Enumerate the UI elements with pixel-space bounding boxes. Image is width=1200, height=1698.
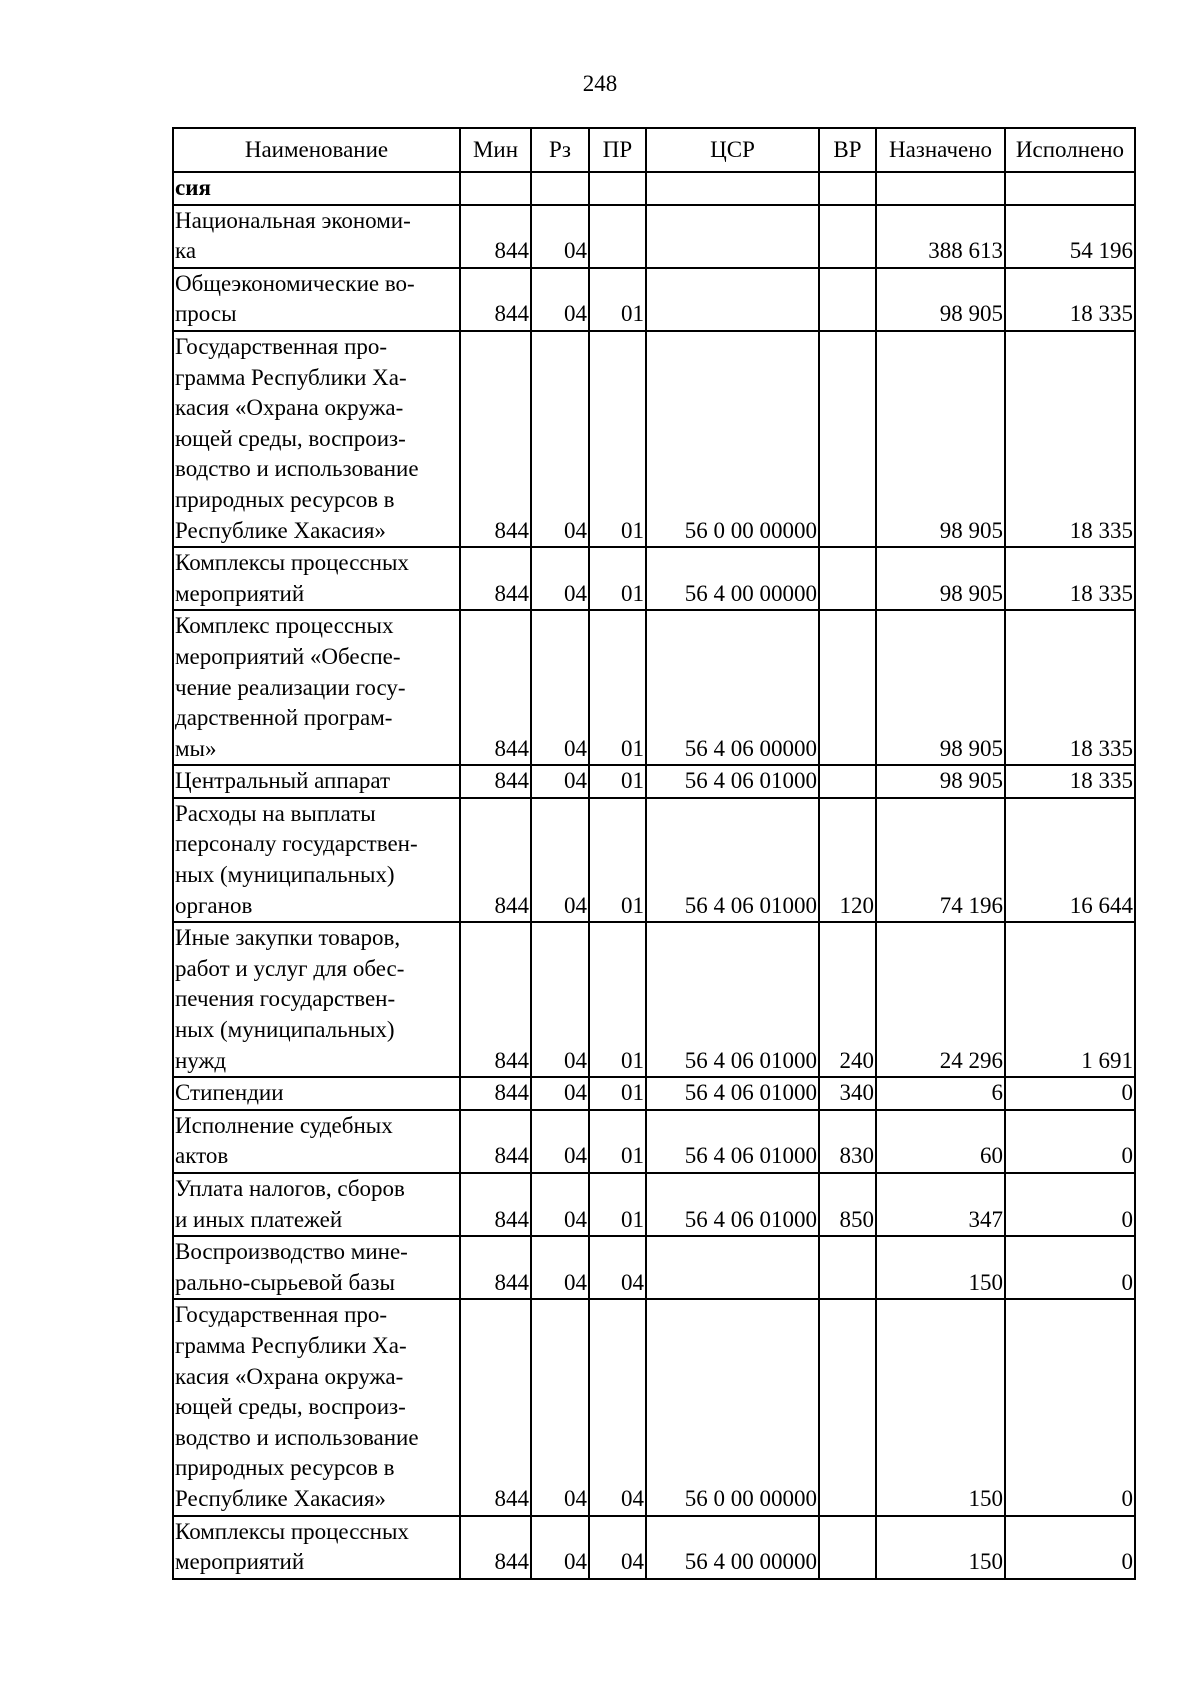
- cell-vr: 340: [819, 1077, 876, 1110]
- cell-min: 844: [460, 1173, 531, 1236]
- table-row: [173, 172, 1135, 205]
- cell-name-line: водство и использование: [175, 456, 419, 482]
- cell-vr: [819, 205, 876, 268]
- cell-csr: 56 4 06 01000: [646, 1110, 819, 1173]
- cell-rz: 04: [531, 205, 589, 268]
- table-row: [173, 1173, 1135, 1236]
- cell-csr: 56 4 06 01000: [646, 922, 819, 1077]
- cell-name-line: Комплексы процессных: [175, 1518, 409, 1544]
- cell-name-line: природных ресурсов в: [175, 486, 395, 512]
- cell-csr: 56 4 06 01000: [646, 798, 819, 922]
- table-row: [173, 765, 1135, 798]
- cell-name-line: водство и использование: [175, 1424, 419, 1450]
- cell-name-line: Расходы на выплаты: [175, 800, 376, 826]
- cell-rz: 04: [531, 1077, 589, 1110]
- cell-name-line: органов: [175, 892, 253, 918]
- cell-csr: [646, 172, 819, 205]
- cell-csr: 56 4 06 01000: [646, 1173, 819, 1236]
- cell-vr: 120: [819, 798, 876, 922]
- cell-name: [173, 172, 460, 205]
- cell-executed: [1005, 172, 1135, 205]
- cell-assigned: 98 905: [876, 610, 1005, 765]
- cell-csr: 56 4 06 01000: [646, 1077, 819, 1110]
- cell-name-line: работ и услуг для обес-: [175, 955, 405, 981]
- table-row: [173, 1110, 1135, 1173]
- cell-name-line: Комплексы процессных: [175, 550, 409, 576]
- cell-rz: 04: [531, 268, 589, 331]
- cell-rz: 04: [531, 331, 589, 547]
- cell-pr: [589, 172, 646, 205]
- cell-name-line: Воспроизводство мине-: [175, 1239, 408, 1265]
- cell-executed: 0: [1005, 1236, 1135, 1299]
- cell-executed: 54 196: [1005, 205, 1135, 268]
- cell-pr: 01: [589, 1173, 646, 1236]
- cell-rz: 04: [531, 1236, 589, 1299]
- cell-vr: [819, 1516, 876, 1579]
- cell-name-line: Комплекс процессных: [175, 613, 394, 639]
- cell-name-line: рально-сырьевой базы: [175, 1269, 395, 1295]
- cell-vr: [819, 765, 876, 798]
- budget-table: [172, 127, 1136, 1580]
- cell-assigned: 98 905: [876, 765, 1005, 798]
- cell-vr: [819, 331, 876, 547]
- header-executed: Исполнено: [1005, 128, 1135, 172]
- cell-name: [173, 331, 460, 547]
- cell-csr: 56 0 00 00000: [646, 331, 819, 547]
- cell-name-line: Республике Хакасия»: [175, 517, 386, 543]
- cell-rz: 04: [531, 1110, 589, 1173]
- cell-csr: [646, 205, 819, 268]
- cell-name-line: Иные закупки товаров,: [175, 925, 401, 951]
- cell-executed: 18 335: [1005, 331, 1135, 547]
- cell-executed: 18 335: [1005, 610, 1135, 765]
- cell-assigned: [876, 172, 1005, 205]
- cell-pr: 01: [589, 331, 646, 547]
- header-assigned: Назначено: [876, 128, 1005, 172]
- cell-name-line: персоналу государствен-: [175, 831, 418, 857]
- cell-assigned: 74 196: [876, 798, 1005, 922]
- cell-min: [460, 172, 531, 205]
- cell-name-line: просы: [175, 301, 237, 327]
- cell-min: 844: [460, 547, 531, 610]
- cell-vr: [819, 268, 876, 331]
- header-pr: ПР: [589, 128, 646, 172]
- cell-pr: 04: [589, 1299, 646, 1515]
- cell-name-line: мы»: [175, 735, 217, 761]
- cell-csr: 56 0 00 00000: [646, 1299, 819, 1515]
- cell-pr: 04: [589, 1236, 646, 1299]
- cell-csr: [646, 1236, 819, 1299]
- cell-min: 844: [460, 765, 531, 798]
- cell-min: 844: [460, 268, 531, 331]
- cell-name: [173, 798, 460, 922]
- cell-csr: [646, 268, 819, 331]
- cell-min: 844: [460, 1299, 531, 1515]
- cell-name-line: печения государствен-: [175, 986, 396, 1012]
- cell-assigned: 98 905: [876, 268, 1005, 331]
- cell-name-line: мероприятий: [175, 1549, 305, 1575]
- cell-vr: 240: [819, 922, 876, 1077]
- cell-assigned: 98 905: [876, 331, 1005, 547]
- cell-vr: [819, 172, 876, 205]
- cell-pr: [589, 205, 646, 268]
- cell-rz: 04: [531, 610, 589, 765]
- cell-pr: 01: [589, 1110, 646, 1173]
- cell-rz: 04: [531, 922, 589, 1077]
- cell-name: [173, 1236, 460, 1299]
- cell-name: [173, 1516, 460, 1579]
- cell-assigned: 60: [876, 1110, 1005, 1173]
- table-row: [173, 798, 1135, 922]
- header-row: [173, 128, 1135, 172]
- cell-executed: 0: [1005, 1077, 1135, 1110]
- table-row: [173, 610, 1135, 765]
- cell-min: 844: [460, 1236, 531, 1299]
- cell-vr: [819, 547, 876, 610]
- table-row: [173, 922, 1135, 1077]
- cell-executed: 0: [1005, 1516, 1135, 1579]
- cell-min: 844: [460, 1110, 531, 1173]
- cell-name: [173, 1110, 460, 1173]
- cell-name-line: ка: [175, 238, 197, 264]
- cell-executed: 16 644: [1005, 798, 1135, 922]
- cell-executed: 18 335: [1005, 268, 1135, 331]
- table-row: [173, 1077, 1135, 1110]
- cell-pr: 01: [589, 1077, 646, 1110]
- cell-assigned: 6: [876, 1077, 1005, 1110]
- cell-csr: 56 4 06 00000: [646, 610, 819, 765]
- table-body: [173, 172, 1135, 1579]
- cell-name-line: Центральный аппарат: [175, 768, 391, 794]
- cell-pr: 04: [589, 1516, 646, 1579]
- page-number: 248: [582, 71, 618, 96]
- header-name: Наименование: [173, 128, 460, 172]
- cell-name-line: Общеэкономические во-: [175, 270, 415, 296]
- cell-min: 844: [460, 1516, 531, 1579]
- cell-executed: 0: [1005, 1173, 1135, 1236]
- cell-pr: 01: [589, 547, 646, 610]
- cell-name-line: Исполнение судебных: [175, 1112, 393, 1138]
- cell-name: [173, 1299, 460, 1515]
- cell-name: [173, 1077, 460, 1110]
- cell-executed: 0: [1005, 1110, 1135, 1173]
- cell-pr: 01: [589, 268, 646, 331]
- cell-rz: 04: [531, 1516, 589, 1579]
- header-rz: Рз: [531, 128, 589, 172]
- cell-csr: 56 4 06 01000: [646, 765, 819, 798]
- cell-rz: 04: [531, 1299, 589, 1515]
- cell-min: 844: [460, 610, 531, 765]
- cell-name-line: ющей среды, воспроиз-: [175, 1394, 406, 1420]
- cell-name-line: природных ресурсов в: [175, 1455, 395, 1481]
- cell-assigned: 150: [876, 1299, 1005, 1515]
- cell-rz: 04: [531, 547, 589, 610]
- cell-rz: 04: [531, 1173, 589, 1236]
- cell-name-line: касия «Охрана окружа-: [175, 395, 404, 421]
- cell-name: [173, 205, 460, 268]
- cell-name-line: нужд: [175, 1047, 227, 1073]
- cell-name-line: дарственной програм-: [175, 705, 393, 731]
- cell-name: [173, 610, 460, 765]
- cell-name-line: грамма Республики Ха-: [175, 364, 407, 390]
- cell-name-line: сия: [175, 175, 211, 200]
- cell-assigned: 98 905: [876, 547, 1005, 610]
- cell-min: 844: [460, 922, 531, 1077]
- cell-vr: [819, 610, 876, 765]
- cell-name: [173, 547, 460, 610]
- table-header: [173, 128, 1135, 172]
- cell-min: 844: [460, 331, 531, 547]
- cell-vr: [819, 1299, 876, 1515]
- cell-name-line: Национальная экономи-: [175, 207, 411, 233]
- cell-rz: [531, 172, 589, 205]
- cell-csr: 56 4 00 00000: [646, 1516, 819, 1579]
- cell-name: [173, 268, 460, 331]
- cell-executed: 18 335: [1005, 547, 1135, 610]
- cell-name-line: Стипендии: [175, 1080, 284, 1106]
- cell-pr: 01: [589, 922, 646, 1077]
- cell-pr: 01: [589, 798, 646, 922]
- cell-name-line: мероприятий «Обеспе-: [175, 643, 401, 669]
- cell-executed: 0: [1005, 1299, 1135, 1515]
- cell-executed: 1 691: [1005, 922, 1135, 1077]
- header-min: Мин: [460, 128, 531, 172]
- cell-min: 844: [460, 1077, 531, 1110]
- cell-assigned: 24 296: [876, 922, 1005, 1077]
- cell-name-line: чение реализации госу-: [175, 674, 406, 700]
- cell-name-line: мероприятий: [175, 580, 305, 606]
- cell-rz: 04: [531, 798, 589, 922]
- cell-assigned: 150: [876, 1516, 1005, 1579]
- cell-name: [173, 765, 460, 798]
- table-row: [173, 547, 1135, 610]
- cell-name-line: ных (муниципальных): [175, 862, 395, 888]
- header-csr: ЦСР: [646, 128, 819, 172]
- table-row: [173, 205, 1135, 268]
- cell-name-line: Государственная про-: [175, 333, 388, 359]
- cell-name-line: ющей среды, воспроиз-: [175, 425, 406, 451]
- cell-name-line: актов: [175, 1143, 229, 1169]
- cell-executed: 18 335: [1005, 765, 1135, 798]
- cell-name: [173, 1173, 460, 1236]
- cell-vr: 830: [819, 1110, 876, 1173]
- cell-assigned: 347: [876, 1173, 1005, 1236]
- cell-name-line: Государственная про-: [175, 1302, 388, 1328]
- cell-vr: [819, 1236, 876, 1299]
- cell-min: 844: [460, 205, 531, 268]
- table-row: [173, 1299, 1135, 1515]
- table-row: [173, 331, 1135, 547]
- cell-pr: 01: [589, 610, 646, 765]
- cell-name-line: касия «Охрана окружа-: [175, 1363, 404, 1389]
- cell-pr: 01: [589, 765, 646, 798]
- table-row: [173, 1516, 1135, 1579]
- cell-name-line: Республике Хакасия»: [175, 1485, 386, 1511]
- cell-assigned: 150: [876, 1236, 1005, 1299]
- cell-name-line: Уплата налогов, сборов: [175, 1176, 405, 1201]
- cell-name: [173, 922, 460, 1077]
- cell-csr: 56 4 00 00000: [646, 547, 819, 610]
- table-row: [173, 1236, 1135, 1299]
- table-row: [173, 268, 1135, 331]
- cell-name-line: и иных платежей: [175, 1206, 343, 1232]
- cell-assigned: 388 613: [876, 205, 1005, 268]
- cell-min: 844: [460, 798, 531, 922]
- cell-name-line: ных (муниципальных): [175, 1017, 395, 1043]
- cell-vr: 850: [819, 1173, 876, 1236]
- cell-rz: 04: [531, 765, 589, 798]
- header-vr: ВР: [819, 128, 876, 172]
- cell-name-line: грамма Республики Ха-: [175, 1332, 407, 1358]
